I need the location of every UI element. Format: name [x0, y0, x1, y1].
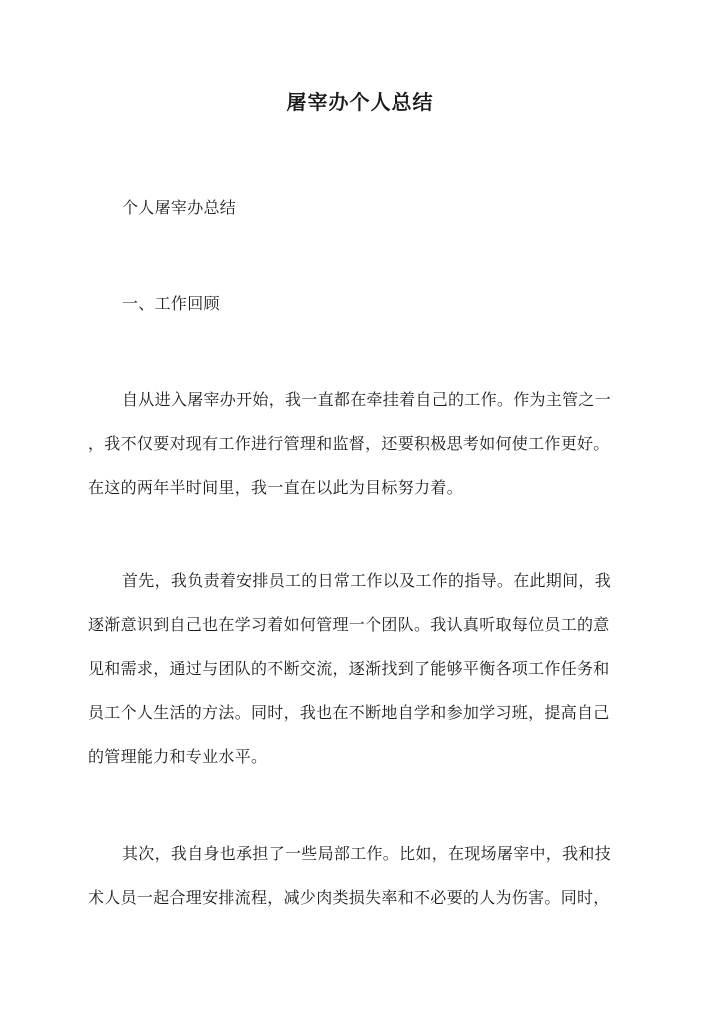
paragraph2-line4: 员工个人生活的方法。同时，我也在不断地自学和参加学习班，提高自己	[88, 703, 610, 722]
section-heading: 一、工作回顾	[122, 294, 220, 313]
paragraph2-line1: 首先，我负责着安排员工的日常工作以及工作的指导。在此期间，我	[122, 571, 612, 590]
paragraph2-line3: 见和需求，通过与团队的不断交流，逐渐找到了能够平衡各项工作任务和	[88, 659, 610, 678]
document-title: 屠宰办个人总结	[286, 90, 434, 114]
paragraph1-line3: 在这的两年半时间里，我一直在以此为目标努力着。	[88, 478, 463, 497]
paragraph3-line2: 术人员一起合理安排流程，减少肉类损失率和不必要的人为伤害。同时，	[88, 888, 610, 907]
paragraph2-line2: 逐渐意识到自己也在学习着如何管理一个团队。我认真听取每位员工的意	[88, 615, 610, 634]
paragraph1-line1: 自从进入屠宰办开始，我一直都在牵挂着自己的工作。作为主管之一	[122, 390, 612, 409]
paragraph3-line1: 其次，我自身也承担了一些局部工作。比如，在现场屠宰中，我和技	[122, 844, 612, 863]
paragraph2-line5: 的管理能力和专业水平。	[88, 747, 268, 766]
paragraph1-line2: ，我不仅要对现有工作进行管理和监督，还要积极思考如何使工作更好。	[88, 434, 610, 453]
subtitle-line: 个人屠宰办总结	[122, 198, 237, 217]
